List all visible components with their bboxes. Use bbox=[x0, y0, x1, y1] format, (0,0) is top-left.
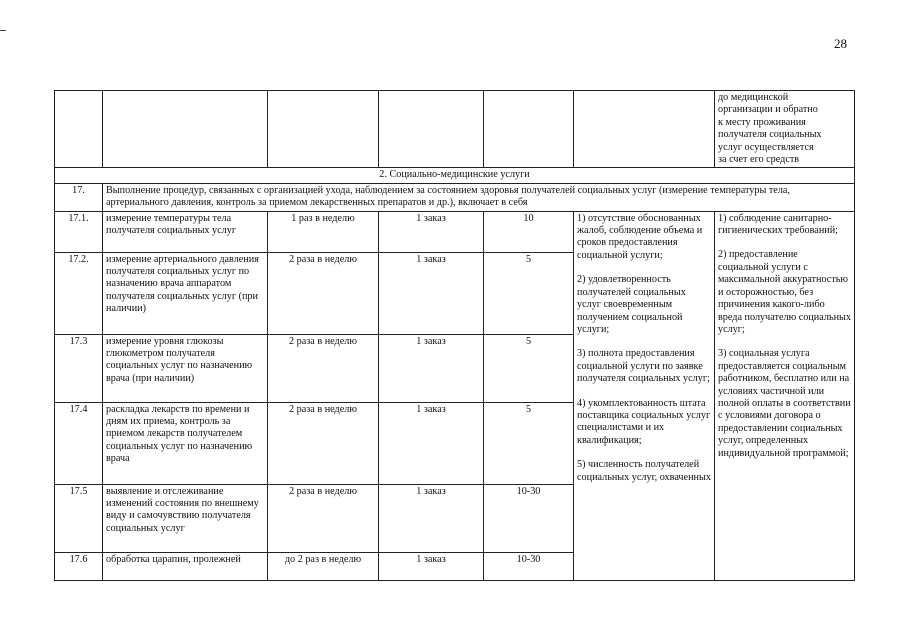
condition-item: 1) соблюдение санитарно-гигиенических требований; bbox=[718, 212, 839, 237]
continuation-line: получателя социальных bbox=[718, 129, 822, 141]
row-time: 5 bbox=[484, 252, 574, 334]
row-frequency: 2 раза в неделю bbox=[268, 252, 379, 334]
services-table bbox=[54, 90, 855, 581]
row-unit: 1 заказ bbox=[379, 402, 484, 484]
condition-item: 3) социальная услуга предоставляется социальным работником, бесплатно или на условиях частичной или полной оплаты в соответствии с условиями договора о предоставлении социальных услуг, определенных индивидуальной программой; bbox=[718, 348, 851, 459]
row-time: 10-30 bbox=[484, 552, 574, 580]
cell-empty bbox=[484, 91, 574, 168]
page-number: 28 bbox=[834, 36, 847, 51]
row-unit: 1 заказ bbox=[379, 552, 484, 580]
row-number: 17.1. bbox=[55, 211, 103, 252]
row-name: раскладка лекарств по времени и дням их приема, контроль за приемом лекарств получателем социальных услуг по назначению врача bbox=[103, 402, 268, 484]
row-number: 17.2. bbox=[55, 252, 103, 334]
section-header-row bbox=[55, 168, 855, 183]
row-number: 17.6 bbox=[55, 552, 103, 580]
service-description: Выполнение процедур, связанных с организацией ухода, наблюдением за состоянием здоровья получателей социальных услуг (измерение температуры тела, артериального давления, контроль за приемом лекарственных препаратов и др.), включает в себя bbox=[103, 183, 855, 211]
quality-indicator: 1) отсутствие обоснованных жалоб, соблюдение объема и сроков предоставления социальной услуги; bbox=[577, 212, 703, 261]
row-name: выявление и отслеживание изменений состояния по внешнему виду и самочувствию получателя социальных услуг bbox=[103, 484, 268, 552]
row-time: 10 bbox=[484, 211, 574, 252]
row-unit: 1 заказ bbox=[379, 484, 484, 552]
row-time: 5 bbox=[484, 334, 574, 402]
quality-indicator: 5) численность получателей социальных услуг, охваченных bbox=[577, 459, 711, 483]
quality-indicator: 3) полнота предоставления социальной услуги по заявке получателя социальных услуг; bbox=[577, 348, 710, 385]
table-row bbox=[55, 211, 855, 252]
row-number: 17.5 bbox=[55, 484, 103, 552]
row-frequency: 2 раза в неделю bbox=[268, 402, 379, 484]
cell-empty bbox=[574, 91, 715, 168]
row-unit: 1 заказ bbox=[379, 252, 484, 334]
row-name: измерение артериального давления получателя социальных услуг по назначению врача аппаратом получателя социальных услуг (при наличии) bbox=[103, 252, 268, 334]
continuation-line: за счет его средств bbox=[718, 154, 800, 166]
row-time: 10-30 bbox=[484, 484, 574, 552]
row-number: 17.4 bbox=[55, 402, 103, 484]
row-unit: 1 заказ bbox=[379, 334, 484, 402]
section-title: 2. Социально-медицинские услуги bbox=[55, 168, 855, 183]
table-row-continuation bbox=[55, 91, 855, 168]
page-edge-mark bbox=[0, 30, 6, 31]
row-name: измерение уровня глюкозы глюкометром получателя социальных услуг по назначению врача (при наличии) bbox=[103, 334, 268, 402]
conditions-cell bbox=[715, 211, 855, 580]
row-name: обработка царапин, пролежней bbox=[103, 552, 268, 580]
cell-empty bbox=[268, 91, 379, 168]
row-name: измерение температуры тела получателя социальных услуг bbox=[103, 211, 268, 252]
continuation-line: к месту проживания bbox=[718, 116, 806, 128]
continuation-line: услуг осуществляется bbox=[718, 141, 814, 153]
row-frequency: 1 раз в неделю bbox=[268, 211, 379, 252]
cell-empty bbox=[55, 91, 103, 168]
service-number: 17. bbox=[55, 183, 103, 211]
row-unit: 1 заказ bbox=[379, 211, 484, 252]
row-frequency: до 2 раз в неделю bbox=[268, 552, 379, 580]
quality-indicators-cell bbox=[574, 211, 715, 580]
cell-continuation-text bbox=[715, 91, 855, 168]
service-17-row bbox=[55, 183, 855, 211]
cell-empty bbox=[379, 91, 484, 168]
continuation-line: организации и обратно bbox=[718, 104, 818, 116]
row-number: 17.3 bbox=[55, 334, 103, 402]
cell-empty bbox=[103, 91, 268, 168]
continuation-line: до медицинской bbox=[718, 92, 789, 103]
row-frequency: 2 раза в неделю bbox=[268, 484, 379, 552]
condition-item: 2) предоставление социальной услуги с максимальной аккуратностью и осторожностью, без причинения какого-либо вреда получателю социальных услуг; bbox=[718, 249, 851, 335]
row-time: 5 bbox=[484, 402, 574, 484]
quality-indicator: 2) удовлетворенность получателей социальных услуг своевременным получением социальной услуги; bbox=[577, 274, 686, 335]
row-frequency: 2 раза в неделю bbox=[268, 334, 379, 402]
quality-indicator: 4) укомплектованность штата поставщика социальных услуг специалистами и их квалификация; bbox=[577, 397, 711, 446]
